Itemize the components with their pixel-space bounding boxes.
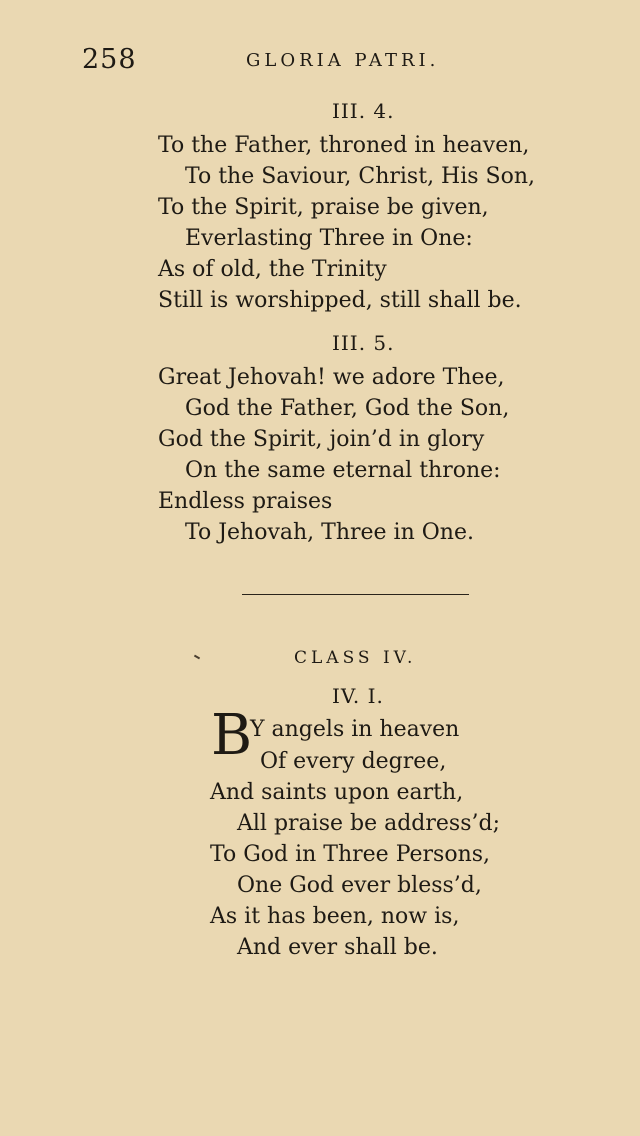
page-number: 258 bbox=[82, 44, 137, 75]
class-heading: CLASS IV. bbox=[294, 648, 417, 668]
verse-block bbox=[158, 362, 509, 548]
verse-line: As of old, the Trinity bbox=[158, 257, 387, 282]
verse-line: To God in Three Persons, bbox=[210, 842, 491, 867]
section-divider bbox=[242, 594, 469, 595]
verse-line: One God ever bless’d, bbox=[237, 873, 482, 898]
first-verse-line: Y angels in heaven bbox=[250, 717, 460, 742]
verse-line: On the same eternal throne: bbox=[185, 458, 501, 483]
verse-line: Of every degree, bbox=[260, 749, 447, 774]
verse-line: God the Spirit, join’d in glory bbox=[158, 427, 485, 452]
hymn-number: III. 5. bbox=[332, 331, 395, 355]
verse-line: Still is worshipped, still shall be. bbox=[158, 288, 522, 313]
verse-line: And ever shall be. bbox=[237, 935, 438, 960]
verse-line: To the Father, throned in heaven, bbox=[158, 133, 530, 158]
verse-line: As it has been, now is, bbox=[210, 904, 460, 929]
ink-speck bbox=[194, 655, 200, 660]
drop-cap: B bbox=[211, 703, 253, 768]
verse-block bbox=[158, 130, 535, 316]
verse-line: All praise be address’d; bbox=[237, 811, 500, 836]
running-head: GLORIA PATRI. bbox=[246, 50, 440, 71]
hymn-number: IV. I. bbox=[332, 684, 384, 708]
verse-line: Endless praises bbox=[158, 489, 333, 514]
verse-line: To the Spirit, praise be given, bbox=[158, 195, 489, 220]
verse-line: And saints upon earth, bbox=[210, 780, 464, 805]
verse-line: To Jehovah, Three in One. bbox=[185, 520, 474, 545]
verse-line: To the Saviour, Christ, His Son, bbox=[185, 164, 536, 189]
verse-line: God the Father, God the Son, bbox=[185, 396, 510, 421]
hymn-number: III. 4. bbox=[332, 99, 395, 123]
verse-block bbox=[210, 746, 500, 963]
verse-line: Everlasting Three in One: bbox=[185, 226, 473, 251]
verse-line: Great Jehovah! we adore Thee, bbox=[158, 365, 505, 390]
